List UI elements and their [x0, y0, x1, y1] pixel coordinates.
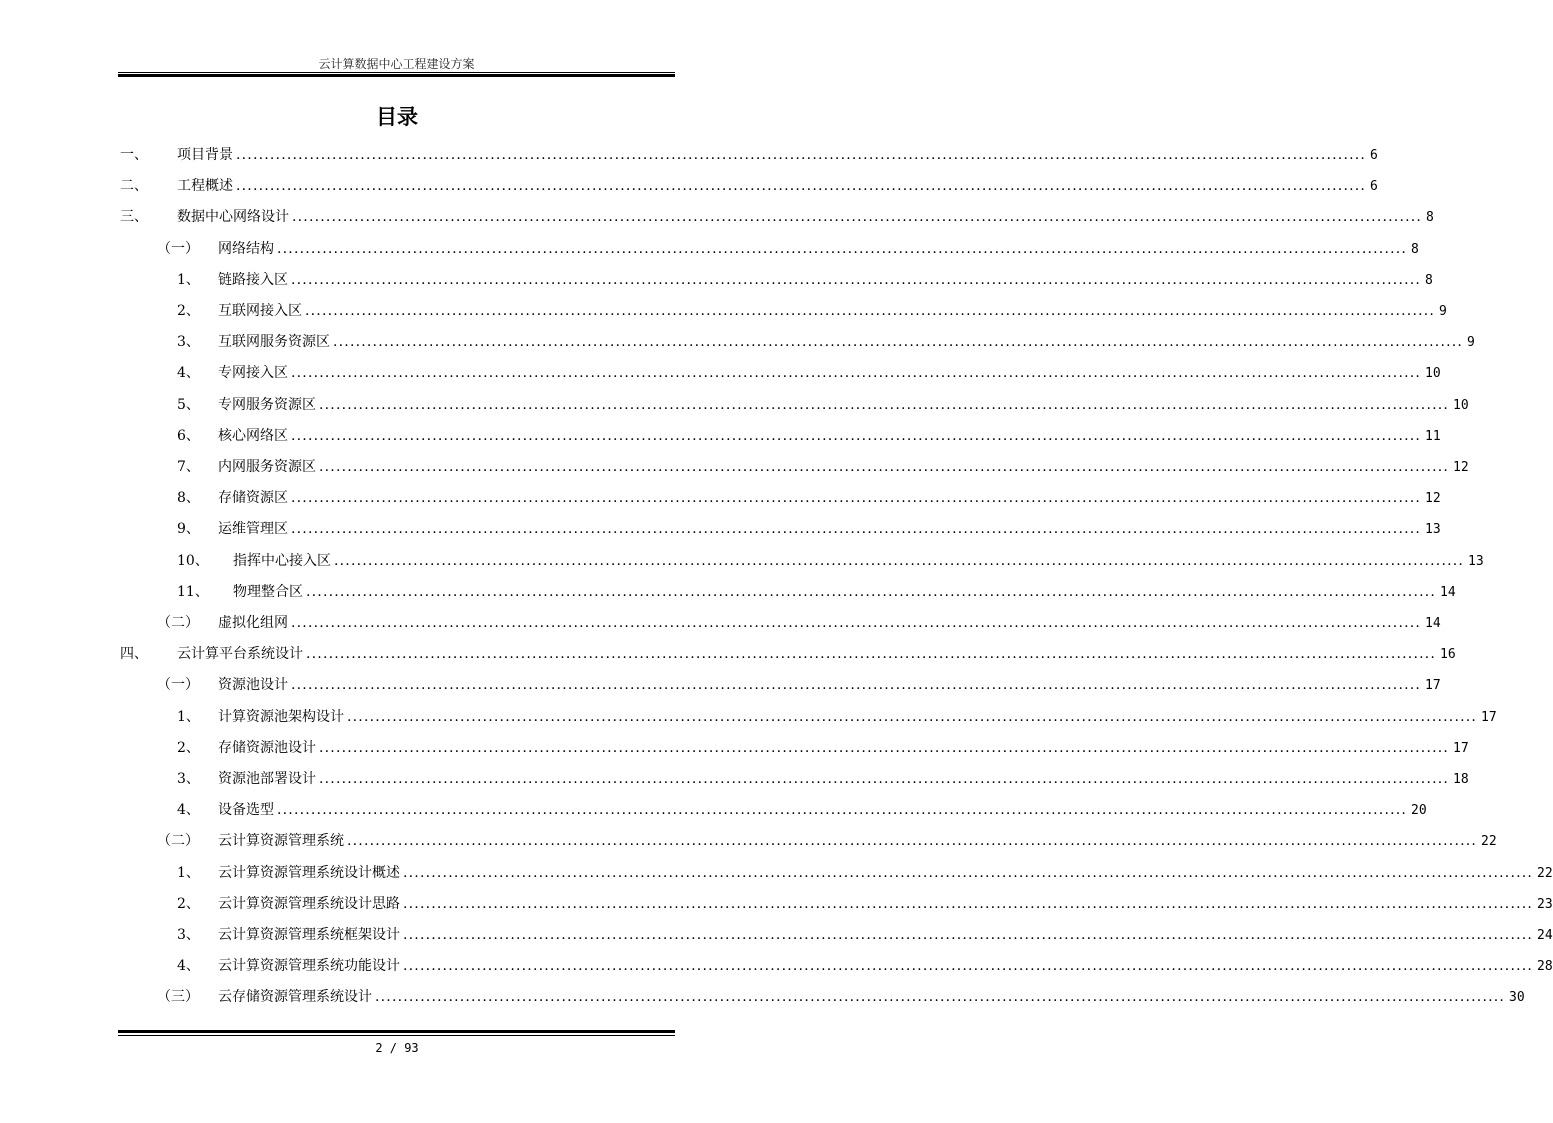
toc-dot-leader: ........................................................................................................................................................................................................	[291, 521, 1422, 538]
toc-entry[interactable]	[0, 581, 1456, 603]
toc-entry-page: 17	[1453, 740, 1469, 756]
toc-dot-leader: ........................................................................................................................................................................................................	[333, 334, 1464, 351]
toc-dot-leader: ........................................................................................................................................................................................................	[277, 240, 1408, 257]
toc-entry-number: 1、	[177, 271, 200, 288]
toc-entry-page: 16	[1440, 647, 1456, 663]
toc-entry[interactable]	[0, 862, 1553, 884]
toc-entry-label: 网络结构	[218, 240, 274, 257]
toc-entry-label: 项目背景	[177, 147, 233, 163]
toc-entry-page: 28	[1537, 959, 1553, 975]
toc-dot-leader: ........................................................................................................................................................................................................	[291, 677, 1422, 694]
toc-entry-number: 6、	[177, 427, 200, 444]
toc-entry-label: 云计算平台系统设计	[177, 646, 303, 663]
toc-dot-leader: ........................................................................................................................................................................................................	[306, 646, 1437, 663]
toc-entry[interactable]	[0, 986, 1525, 1008]
toc-entry-label: 设备选型	[218, 802, 274, 819]
toc-entry-page: 12	[1453, 460, 1469, 475]
toc-entry-label: 核心网络区	[218, 427, 288, 444]
toc-entry-page: 17	[1425, 678, 1441, 694]
toc-dot-leader: ........................................................................................................................................................................................................	[291, 271, 1422, 288]
toc-entry-label: 云计算资源管理系统设计概述	[218, 864, 400, 881]
toc-entry-page: 6	[1370, 179, 1378, 195]
toc-dot-leader: ........................................................................................................................................................................................................	[403, 895, 1534, 912]
toc-entry[interactable]	[0, 300, 1447, 322]
toc-entry-page: 8	[1411, 241, 1419, 257]
toc-entry[interactable]	[0, 456, 1469, 478]
toc-entry-number: 7、	[177, 459, 200, 475]
toc-entry[interactable]	[0, 550, 1484, 572]
toc-entry-label: 云计算资源管理系统设计思路	[218, 895, 400, 912]
header-rule	[118, 72, 675, 73]
toc-entry-number: 1、	[177, 708, 200, 725]
toc-dot-leader: ........................................................................................................................................................................................................	[236, 178, 1367, 195]
toc-entry[interactable]	[0, 144, 1378, 166]
toc-entry-page: 10	[1425, 366, 1441, 382]
toc-entry[interactable]	[0, 331, 1475, 353]
toc-dot-leader: ........................................................................................................................................................................................................	[306, 583, 1437, 600]
toc-entry-label: 物理整合区	[233, 583, 303, 600]
toc-dot-leader: ........................................................................................................................................................................................................	[347, 708, 1478, 725]
toc-entry[interactable]	[0, 269, 1433, 291]
toc-entry-label: 资源池设计	[218, 677, 288, 694]
toc-entry-number: 一、	[120, 147, 148, 163]
toc-entry-number: 4、	[177, 802, 200, 819]
toc-entry-page: 8	[1425, 272, 1433, 288]
toc-entry[interactable]	[0, 830, 1497, 852]
header-rule-thick	[118, 74, 675, 77]
toc-entry-page: 9	[1467, 335, 1475, 351]
toc-entry-number: 三、	[120, 209, 148, 226]
toc-entry-number: 2、	[177, 739, 200, 756]
toc-entry-page: 17	[1481, 709, 1497, 725]
toc-dot-leader: ........................................................................................................................................................................................................	[291, 615, 1422, 631]
toc-entry-number: 3、	[177, 334, 200, 351]
toc-entry-page: 14	[1425, 616, 1441, 631]
toc-entry-number: 3、	[177, 927, 200, 943]
toc-entry-label: 云存储资源管理系统设计	[218, 989, 372, 1006]
toc-entry-label: 资源池部署设计	[218, 771, 316, 787]
toc-entry-label: 专网服务资源区	[218, 396, 316, 413]
toc-entry-page: 13	[1425, 522, 1441, 538]
toc-entry-page: 9	[1439, 304, 1447, 319]
toc-entry-label: 工程概述	[177, 178, 233, 195]
toc-entry[interactable]	[0, 674, 1441, 696]
toc-dot-leader: ........................................................................................................................................................................................................	[305, 303, 1436, 319]
toc-entry-page: 20	[1411, 803, 1427, 819]
toc-entry-label: 互联网接入区	[218, 303, 302, 319]
toc-dot-leader: ........................................................................................................................................................................................................	[292, 209, 1423, 226]
toc-entry[interactable]	[0, 612, 1441, 634]
toc-entry[interactable]	[0, 394, 1469, 416]
toc-entry[interactable]	[0, 924, 1553, 946]
toc-entry[interactable]	[0, 206, 1434, 228]
toc-entry-page: 6	[1370, 148, 1378, 163]
toc-entry-number: （二）	[157, 833, 199, 850]
toc-dot-leader: ........................................................................................................................................................................................................	[291, 427, 1422, 444]
toc-entry-number: （一）	[157, 240, 199, 257]
toc-title: 目录	[376, 105, 418, 129]
toc-entry-label: 虚拟化组网	[218, 615, 288, 631]
toc-entry-page: 22	[1481, 834, 1497, 850]
toc-entry-page: 30	[1509, 990, 1525, 1006]
toc-entry[interactable]	[0, 487, 1441, 509]
toc-entry-number: 2、	[177, 895, 200, 912]
toc-entry-page: 14	[1440, 584, 1456, 600]
toc-entry-page: 18	[1453, 772, 1469, 787]
toc-entry[interactable]	[0, 175, 1378, 197]
running-header: 云计算数据中心工程建设方案	[318, 57, 475, 71]
toc-entry-label: 专网接入区	[218, 365, 288, 382]
toc-entry-label: 内网服务资源区	[218, 459, 316, 475]
toc-entry-number: 4、	[177, 365, 200, 382]
toc-entry-label: 运维管理区	[218, 521, 288, 538]
toc-entry[interactable]	[0, 955, 1553, 977]
toc-dot-leader: ........................................................................................................................................................................................................	[334, 552, 1465, 569]
toc-entry-label: 指挥中心接入区	[233, 552, 331, 569]
toc-entry[interactable]	[0, 706, 1497, 728]
footer-rule	[118, 1035, 675, 1036]
toc-entry[interactable]	[0, 768, 1469, 790]
toc-dot-leader: ........................................................................................................................................................................................................	[375, 989, 1506, 1006]
toc-entry-page: 13	[1468, 553, 1484, 569]
toc-entry-label: 存储资源池设计	[218, 739, 316, 756]
toc-entry-page: 8	[1426, 210, 1434, 226]
toc-entry-number: 9、	[177, 521, 200, 538]
toc-entry-number: 10、	[177, 552, 209, 569]
toc-entry-number: 2、	[177, 303, 200, 319]
toc-entry-label: 云计算资源管理系统功能设计	[218, 958, 400, 975]
toc-entry-number: 四、	[120, 646, 148, 663]
toc-entry-number: 5、	[177, 396, 200, 413]
toc-entry-label: 数据中心网络设计	[177, 209, 289, 226]
toc-entry-number: 11、	[177, 583, 209, 600]
toc-entry-label: 计算资源池架构设计	[218, 708, 344, 725]
toc-entry-label: 链路接入区	[218, 271, 288, 288]
toc-entry-number: （一）	[157, 677, 199, 694]
toc-entry-page: 11	[1425, 428, 1441, 444]
toc-dot-leader: ........................................................................................................................................................................................................	[291, 365, 1422, 382]
toc-entry-number: 4、	[177, 958, 200, 975]
toc-dot-leader: ........................................................................................................................................................................................................	[291, 490, 1422, 507]
toc-dot-leader: ........................................................................................................................................................................................................	[403, 958, 1534, 975]
toc-entry-page: 22	[1537, 865, 1553, 881]
toc-entry-page: 23	[1537, 896, 1553, 912]
toc-entry-page: 12	[1425, 491, 1441, 507]
toc-entry-page: 24	[1537, 928, 1553, 943]
toc-entry-number: 8、	[177, 490, 200, 507]
toc-dot-leader: ........................................................................................................................................................................................................	[347, 833, 1478, 850]
toc-entry-number: 1、	[177, 864, 200, 881]
toc-entry-number: （二）	[157, 615, 199, 631]
toc-entry[interactable]	[0, 893, 1553, 915]
toc-entry[interactable]	[0, 238, 1419, 260]
toc-entry[interactable]	[0, 518, 1441, 540]
toc-entry-number: 二、	[120, 178, 148, 195]
toc-entry-label: 存储资源区	[218, 490, 288, 507]
footer-rule-thick	[118, 1030, 675, 1033]
toc-entry[interactable]	[0, 362, 1441, 384]
toc-dot-leader: ........................................................................................................................................................................................................	[403, 864, 1534, 881]
toc-dot-leader: ........................................................................................................................................................................................................	[236, 147, 1367, 163]
toc-entry[interactable]	[0, 425, 1441, 447]
toc-entry-label: 云计算资源管理系统框架设计	[218, 927, 400, 943]
toc-entry-number: 3、	[177, 771, 200, 787]
toc-dot-leader: ........................................................................................................................................................................................................	[403, 927, 1534, 943]
toc-entry[interactable]	[0, 799, 1427, 821]
toc-dot-leader: ........................................................................................................................................................................................................	[319, 396, 1450, 413]
toc-dot-leader: ........................................................................................................................................................................................................	[319, 771, 1450, 787]
toc-entry-page: 10	[1453, 397, 1469, 413]
toc-entry-number: （三）	[157, 989, 199, 1006]
toc-entry[interactable]	[0, 643, 1456, 665]
toc-dot-leader: ........................................................................................................................................................................................................	[277, 802, 1408, 819]
toc-entry[interactable]	[0, 737, 1469, 759]
toc-dot-leader: ........................................................................................................................................................................................................	[319, 459, 1450, 475]
toc-dot-leader: ........................................................................................................................................................................................................	[319, 739, 1450, 756]
toc-entry-label: 云计算资源管理系统	[218, 833, 344, 850]
page-number: 2 / 93	[375, 1041, 419, 1055]
toc-entry-label: 互联网服务资源区	[218, 334, 330, 351]
